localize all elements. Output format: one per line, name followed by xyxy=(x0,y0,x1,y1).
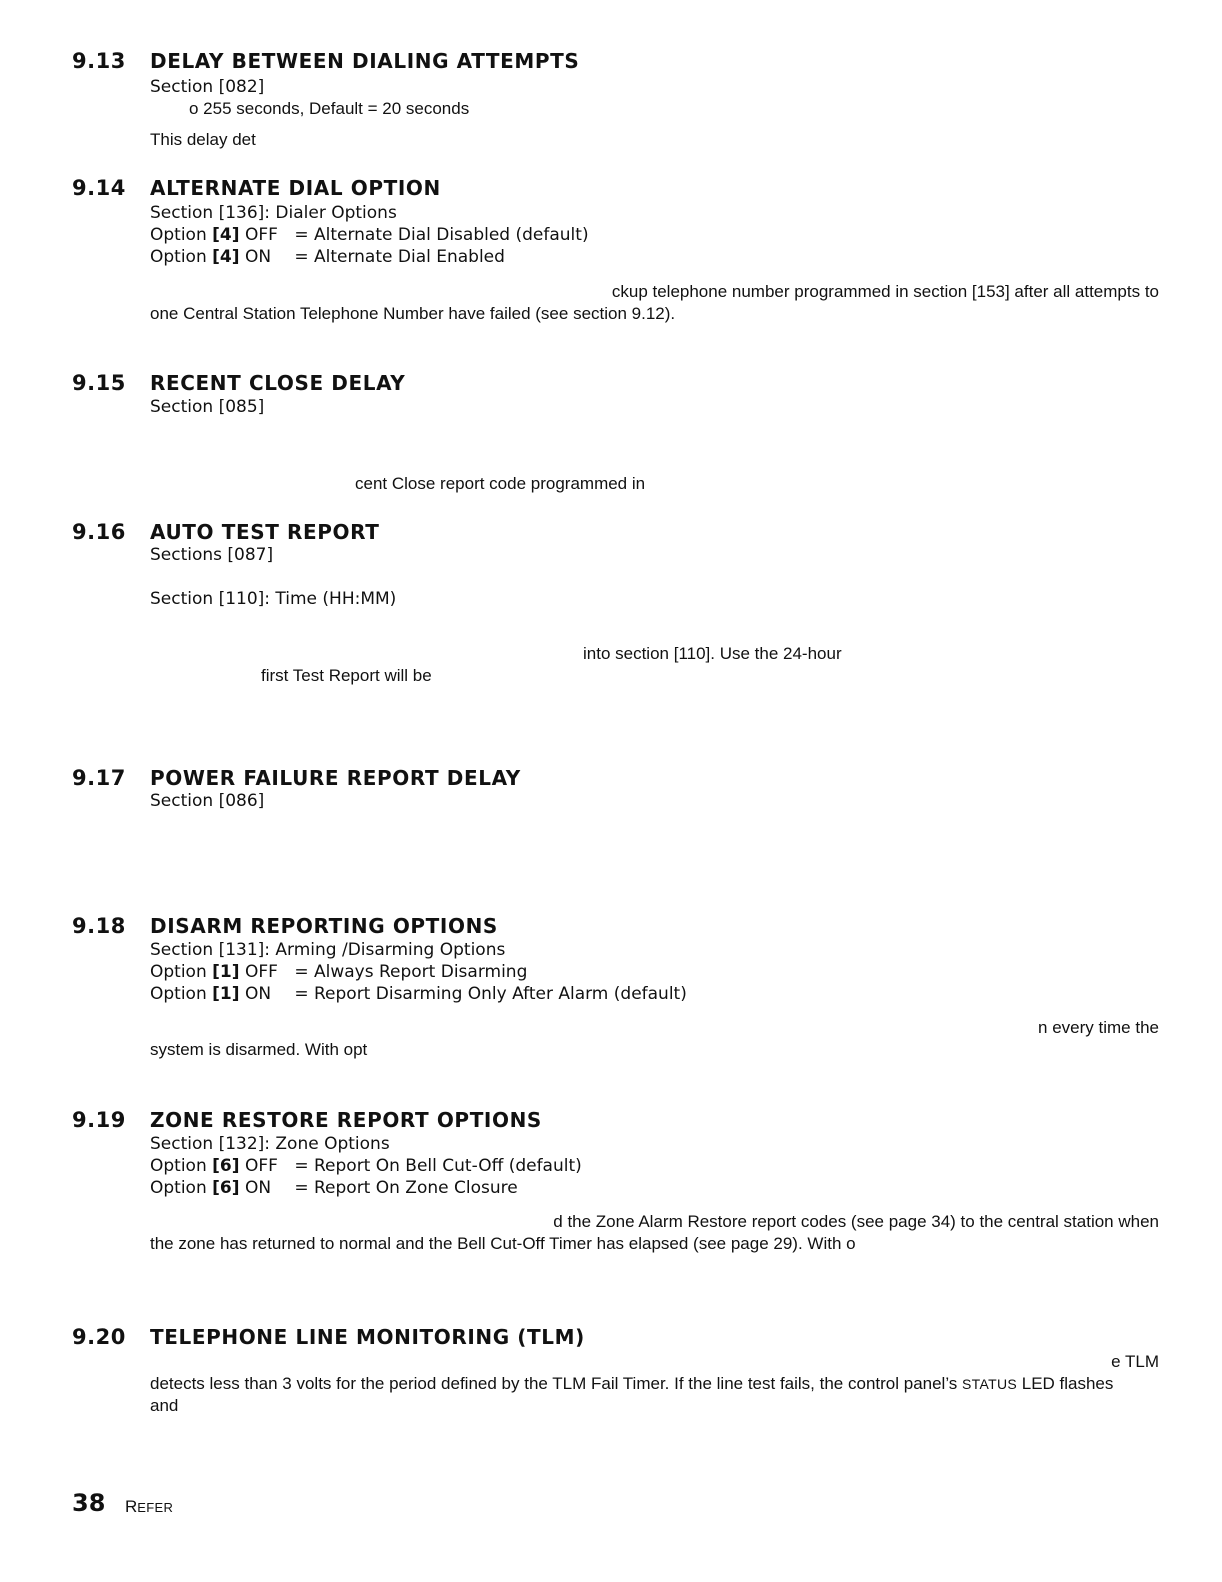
body-text: detects less than 3 volts for the period defined by the TLM Fail Timer. If the line test fails, the control panel’s xyxy=(150,1374,958,1393)
section-title: AUTO TEST REPORT xyxy=(150,520,380,544)
body-text: system is disarmed. With opt xyxy=(150,1040,368,1059)
section-reference: Section [082] xyxy=(150,77,265,97)
section-title: DISARM REPORTING OPTIONS xyxy=(150,914,498,938)
option-label: Option xyxy=(150,247,207,267)
option-description: = Alternate Dial Enabled xyxy=(294,247,505,267)
section-reference: Section [136]: Dialer Options xyxy=(150,203,397,223)
section-title: POWER FAILURE REPORT DELAY xyxy=(150,766,521,790)
option-label: Option xyxy=(150,984,207,1004)
option-label: Option xyxy=(150,1178,207,1198)
option-label: Option xyxy=(150,1156,207,1176)
option-state: OFF xyxy=(244,1156,278,1176)
option-label: Option xyxy=(150,225,207,245)
body-text: first Test Report will be xyxy=(261,666,432,685)
section-title: RECENT CLOSE DELAY xyxy=(150,371,406,395)
section-number: 9.19 xyxy=(72,1108,126,1132)
option-line xyxy=(150,961,527,983)
option-line xyxy=(150,246,505,268)
footer-label xyxy=(125,1497,173,1517)
option-key: [1] xyxy=(212,984,240,1004)
option-description: = Report On Bell Cut-Off (default) xyxy=(294,1156,582,1176)
section-reference: Section [085] xyxy=(150,397,265,417)
option-key: [4] xyxy=(212,225,240,245)
section-number: 9.15 xyxy=(72,371,126,395)
page-number: 38 xyxy=(72,1489,106,1517)
option-state: OFF xyxy=(244,225,278,245)
option-line xyxy=(150,1155,582,1177)
option-state: ON xyxy=(244,247,272,267)
footer-label-initial: R xyxy=(125,1497,138,1516)
section-number: 9.20 xyxy=(72,1325,126,1349)
section-title: TELEPHONE LINE MONITORING (TLM) xyxy=(150,1325,585,1349)
option-key: [6] xyxy=(212,1156,240,1176)
option-state: ON xyxy=(244,984,272,1004)
body-text: d the Zone Alarm Restore report codes (see page 34) to the central station when xyxy=(553,1212,1159,1231)
section-number: 9.17 xyxy=(72,766,126,790)
section-number: 9.18 xyxy=(72,914,126,938)
option-label: Option xyxy=(150,962,207,982)
range-text: o 255 seconds, Default = 20 seconds xyxy=(189,99,470,118)
body-text: one Central Station Telephone Number have failed (see section 9.12). xyxy=(150,304,676,323)
section-title: DELAY BETWEEN DIALING ATTEMPTS xyxy=(150,49,580,73)
body-text-line xyxy=(150,1373,1113,1395)
section-reference: Section [132]: Zone Options xyxy=(150,1134,390,1154)
body-text: This delay det xyxy=(150,130,256,149)
section-reference-time: Section [110]: Time (HH:MM) xyxy=(150,589,397,609)
body-text: n every time the xyxy=(1038,1018,1159,1037)
option-key: [1] xyxy=(212,962,240,982)
option-line xyxy=(150,1177,518,1199)
option-state: OFF xyxy=(244,962,278,982)
section-number: 9.14 xyxy=(72,176,126,200)
option-description: = Always Report Disarming xyxy=(294,962,528,982)
option-description: = Report On Zone Closure xyxy=(294,1178,518,1198)
section-title: ALTERNATE DIAL OPTION xyxy=(150,176,441,200)
body-text: ckup telephone number programmed in section [153] after all attempts to xyxy=(611,282,1159,301)
section-number: 9.13 xyxy=(72,49,126,73)
body-text: and xyxy=(150,1396,179,1415)
option-description: = Report Disarming Only After Alarm (default) xyxy=(294,984,687,1004)
section-reference: Section [086] xyxy=(150,791,265,811)
section-number: 9.16 xyxy=(72,520,126,544)
option-line xyxy=(150,224,589,246)
section-reference: Sections [087] xyxy=(150,545,274,565)
section-reference: Section [131]: Arming /Disarming Options xyxy=(150,940,506,960)
body-text: into section [110]. Use the 24-hour xyxy=(583,644,842,663)
option-key: [6] xyxy=(212,1178,240,1198)
option-state: ON xyxy=(244,1178,272,1198)
status-label: STATUS xyxy=(962,1376,1017,1392)
section-title: ZONE RESTORE REPORT OPTIONS xyxy=(150,1108,542,1132)
body-text: LED flashes xyxy=(1021,1374,1114,1393)
option-description: = Alternate Dial Disabled (default) xyxy=(294,225,589,245)
body-text: cent Close report code programmed in xyxy=(355,474,646,493)
footer-label-rest: EFER xyxy=(137,1500,174,1515)
option-line xyxy=(150,983,687,1005)
body-text: e TLM xyxy=(1111,1352,1159,1371)
option-key: [4] xyxy=(212,247,240,267)
body-text: the zone has returned to normal and the Bell Cut-Off Timer has elapsed (see page 29). With o xyxy=(150,1234,856,1253)
